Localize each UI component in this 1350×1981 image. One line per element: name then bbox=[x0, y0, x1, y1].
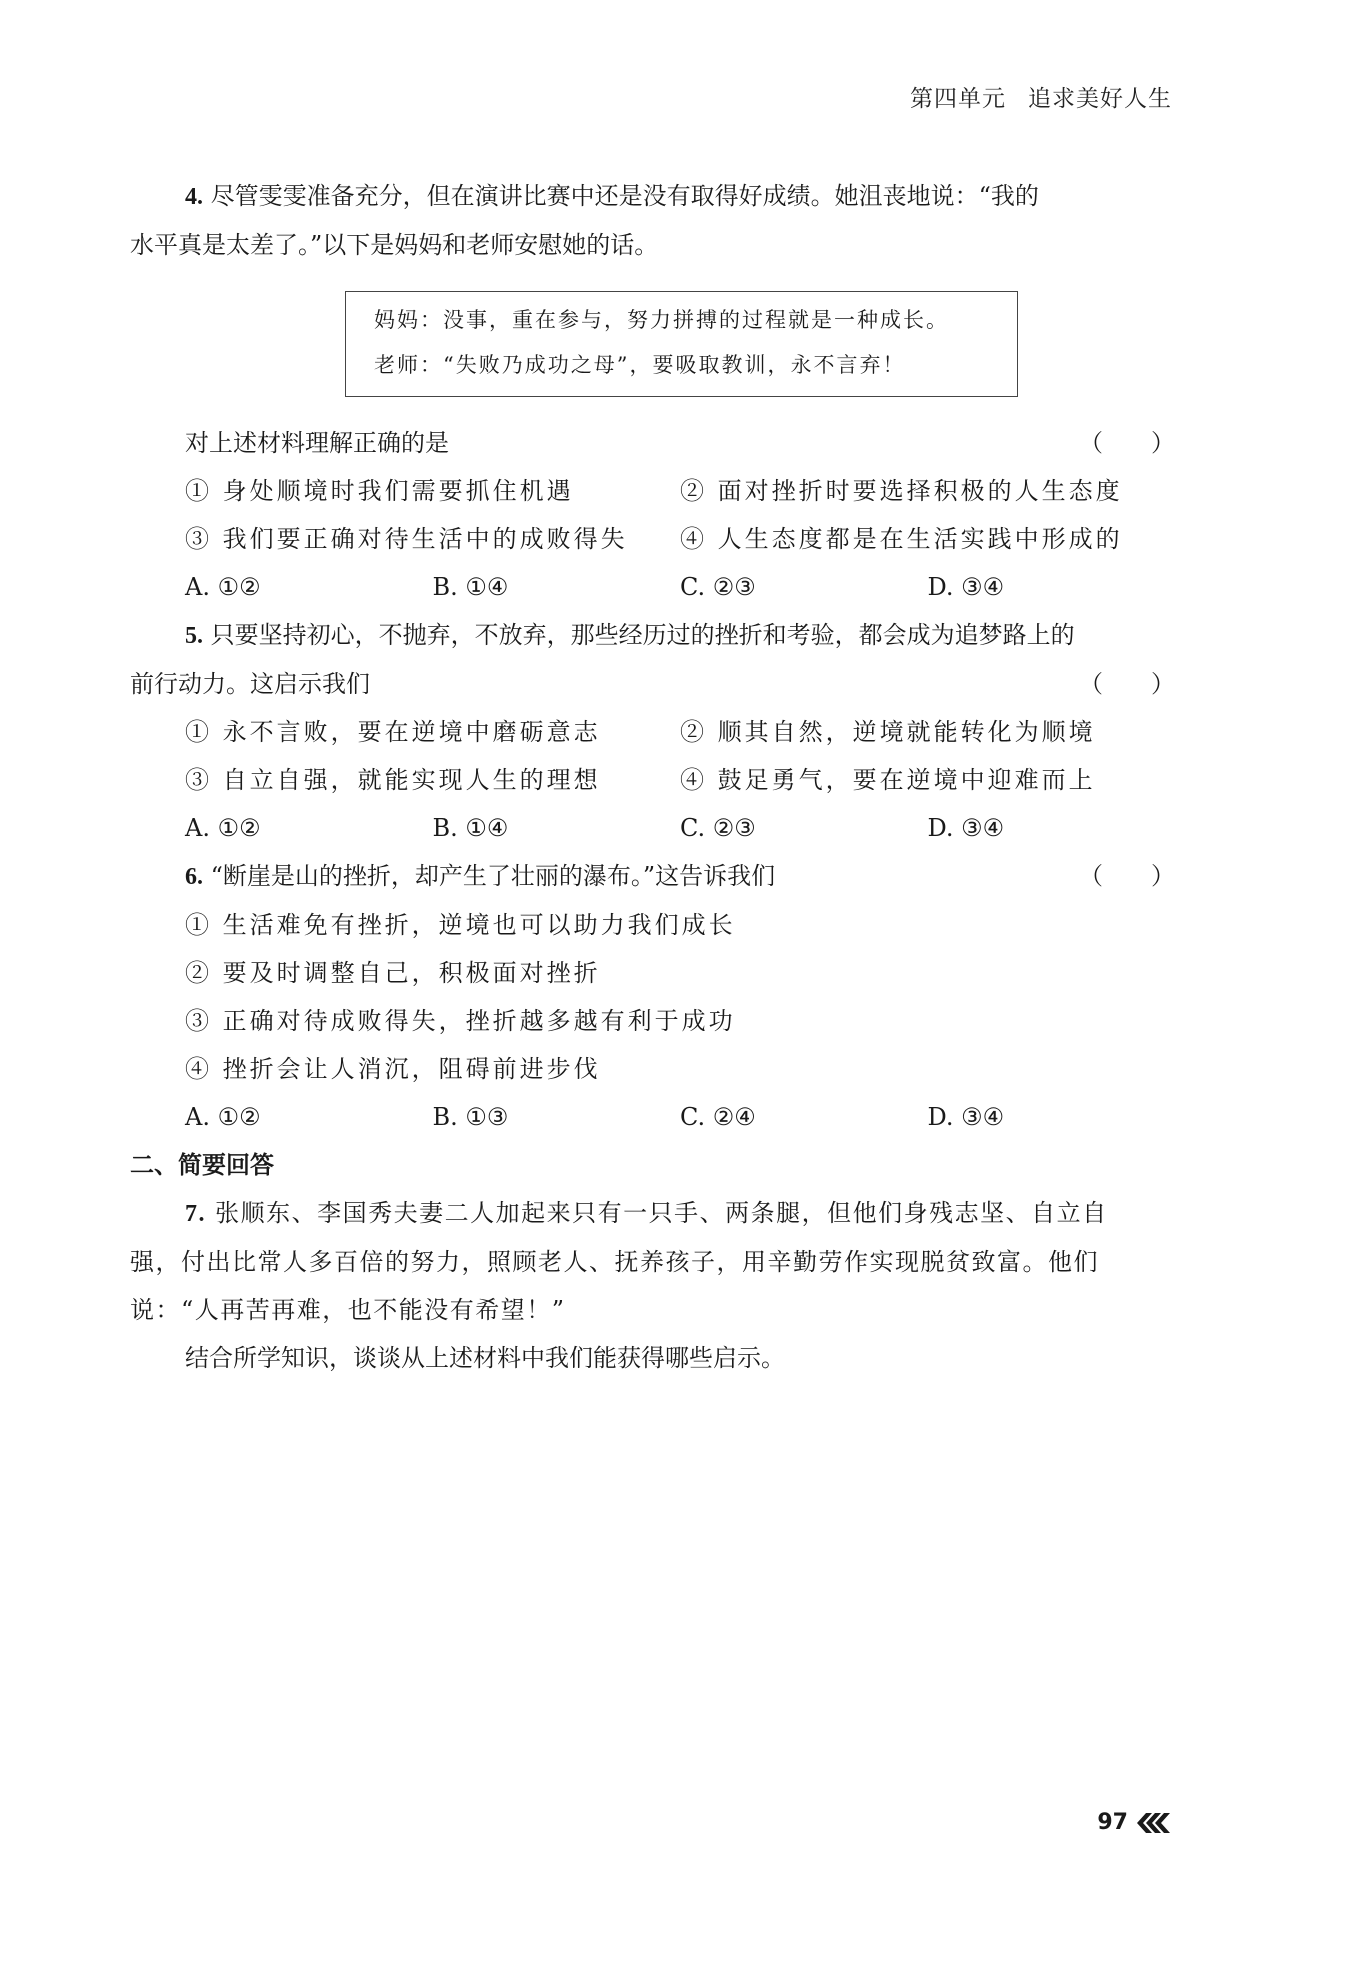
q6-stem: 6. “断崖是山的挫折，却产生了壮丽的瀑布。”这告诉我们 （ ） bbox=[130, 852, 1175, 901]
question-7 bbox=[130, 1189, 1175, 1382]
question-4 bbox=[130, 172, 1175, 611]
question-5 bbox=[130, 611, 1175, 852]
q5-choice-a[interactable]: A. ①② bbox=[185, 814, 261, 842]
q4-stem: 4. 尽管雯雯准备充分，但在演讲比赛中还是没有取得好成绩。她沮丧地说：“我的 bbox=[185, 182, 1039, 210]
q6-choice-b[interactable]: B. ①③ bbox=[432, 1103, 509, 1131]
q5-option-2: ② 顺其自然，逆境就能转化为顺境 bbox=[680, 718, 1096, 746]
question-6 bbox=[130, 852, 1175, 1141]
q4-option-1: ① 身处顺境时我们需要抓住机遇 bbox=[185, 477, 574, 505]
q5-option-3: ③ 自立自强，就能实现人生的理想 bbox=[185, 766, 601, 794]
q4-option-3: ③ 我们要正确对待生活中的成败得失 bbox=[185, 525, 628, 553]
q4-choice-a[interactable]: A. ①② bbox=[185, 573, 261, 601]
running-header bbox=[910, 80, 1172, 113]
q4-material-box bbox=[345, 291, 1018, 397]
q5-answers bbox=[130, 804, 1175, 852]
unit-title: 追求美好人生 bbox=[1028, 86, 1172, 112]
page-footer bbox=[1097, 1810, 1172, 1835]
q4-choice-b[interactable]: B. ①④ bbox=[432, 573, 509, 601]
answer-paren[interactable]: （ ） bbox=[1079, 862, 1175, 890]
q7-stem: 7. 张顺东、李国秀夫妻二人加起来只有一只手、两条腿，但他们身残志坚、自立自 bbox=[185, 1199, 1108, 1227]
q6-choice-a[interactable]: A. ①② bbox=[185, 1103, 261, 1131]
q4-box-mom: 妈妈：没事，重在参与，努力拼搏的过程就是一种成长。 bbox=[374, 308, 949, 332]
q5-option-1: ① 永不言败，要在逆境中磨砺意志 bbox=[185, 718, 601, 746]
q6-option-3: ③ 正确对待成败得失，挫折越多越有利于成功 bbox=[185, 1007, 736, 1035]
q4-choice-c[interactable]: C. ②③ bbox=[680, 573, 756, 601]
q7-stem-cont: 强，付出比常人多百倍的努力，照顾老人、抚养孩子，用辛勤劳作实现脱贫致富。他们 bbox=[130, 1248, 1099, 1276]
q5-stem: 5. 只要坚持初心，不抛弃，不放弃，那些经历过的挫折和考验，都会成为追梦路上的 bbox=[185, 621, 1075, 649]
unit-label: 第四单元 bbox=[910, 86, 1006, 112]
q5-choice-b[interactable]: B. ①④ bbox=[432, 814, 509, 842]
page-content bbox=[130, 172, 1175, 1382]
q4-choice-d[interactable]: D. ③④ bbox=[927, 573, 1005, 601]
q6-option-2: ② 要及时调整自己，积极面对挫折 bbox=[185, 959, 601, 987]
q6-option-1: ① 生活难免有挫折，逆境也可以助力我们成长 bbox=[185, 911, 736, 939]
q6-answers bbox=[130, 1093, 1175, 1141]
q4-box-teacher: 老师：“失败乃成功之母”，要吸取教训，永不言弃！ bbox=[374, 353, 906, 377]
q5-options bbox=[130, 708, 1175, 804]
q5-choice-c[interactable]: C. ②③ bbox=[680, 814, 756, 842]
q5-option-4: ④ 鼓足勇气，要在逆境中迎难而上 bbox=[680, 766, 1096, 794]
answer-paren[interactable]: （ ） bbox=[1079, 670, 1175, 698]
page-number: 97 bbox=[1097, 1810, 1128, 1835]
section-title: 二、简要回答 bbox=[130, 1151, 274, 1179]
q4-option-4: ④ 人生态度都是在生活实践中形成的 bbox=[680, 525, 1123, 553]
q4-prompt: 对上述材料理解正确的是 （ ） bbox=[130, 419, 1175, 467]
double-chevron-left-icon bbox=[1134, 1812, 1172, 1834]
q6-choice-c[interactable]: C. ②④ bbox=[680, 1103, 756, 1131]
q6-option-4: ④ 挫折会让人消沉，阻碍前进步伐 bbox=[185, 1055, 601, 1083]
answer-paren[interactable]: （ ） bbox=[1079, 429, 1175, 457]
q4-option-2: ② 面对挫折时要选择积极的人生态度 bbox=[680, 477, 1123, 505]
q4-stem-cont: 水平真是太差了。”以下是妈妈和老师安慰她的话。 bbox=[130, 231, 659, 259]
q6-choice-d[interactable]: D. ③④ bbox=[927, 1103, 1005, 1131]
q7-prompt: 结合所学知识，谈谈从上述材料中我们能获得哪些启示。 bbox=[185, 1344, 785, 1372]
q4-options bbox=[130, 467, 1175, 563]
q4-answers bbox=[130, 563, 1175, 611]
q5-stem-cont: 前行动力。这启示我们 （ ） bbox=[130, 660, 1175, 708]
q7-stem-quote: 说：“人再苦再难，也不能没有希望！” bbox=[130, 1296, 566, 1324]
q5-choice-d[interactable]: D. ③④ bbox=[927, 814, 1005, 842]
